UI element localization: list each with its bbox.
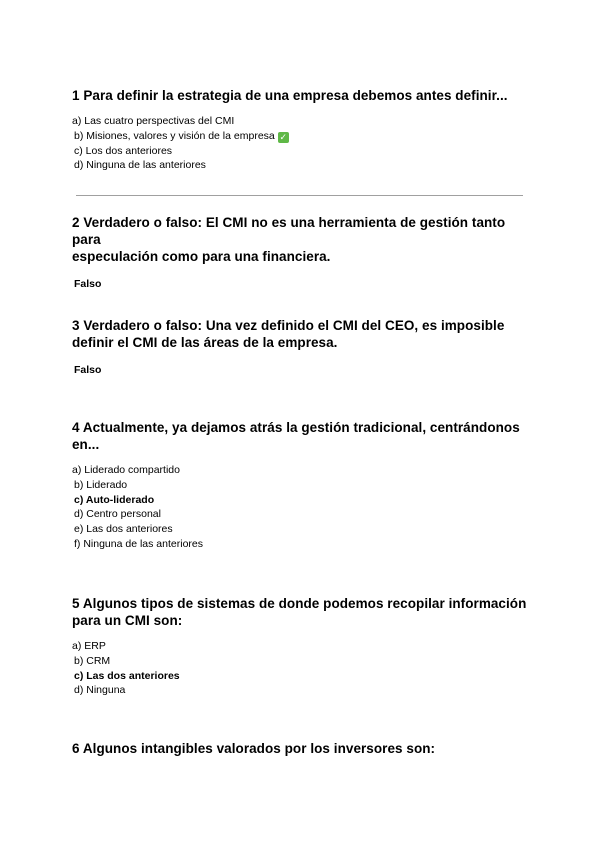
question-3-answer: Falso bbox=[74, 364, 102, 376]
question-1-options bbox=[72, 114, 532, 173]
question-2-title bbox=[72, 214, 532, 265]
question-5-title-line-1: 5 Algunos tipos de sistemas de donde podemos recopilar información bbox=[72, 596, 527, 611]
question-2 bbox=[72, 214, 532, 290]
question-4-options bbox=[72, 463, 532, 552]
question-1 bbox=[72, 87, 532, 173]
question-4-title-line-1: 4 Actualmente, ya dejamos atrás la gestión tradicional, centrándonos bbox=[72, 420, 520, 435]
check-mark-icon: ✓ bbox=[279, 131, 288, 142]
question-4-option-a: a) Liderado compartido bbox=[72, 464, 180, 476]
question-3-title-line-2: definir el CMI de las áreas de la empresa. bbox=[72, 335, 338, 350]
question-6 bbox=[72, 740, 532, 757]
question-1-title: 1 Para definir la estrategia de una empresa debemos antes definir... bbox=[72, 88, 508, 103]
question-4-title-line-2: en... bbox=[72, 437, 100, 452]
question-5-option-a: a) ERP bbox=[72, 640, 106, 652]
question-3-title-line-1: 3 Verdadero o falso: Una vez definido el CMI del CEO, es imposible bbox=[72, 318, 505, 333]
question-5 bbox=[72, 595, 532, 698]
question-6-title: 6 Algunos intangibles valorados por los inversores son: bbox=[72, 741, 436, 756]
question-1-option-d: d) Ninguna de las anteriores bbox=[74, 159, 206, 172]
question-1-option-b bbox=[72, 129, 532, 144]
question-2-title-line-1: 2 Verdadero o falso: El CMI no es una herramienta de gestión tanto para bbox=[72, 215, 506, 247]
question-1-option-b-label: b) Misiones, valores y visión de la empresa bbox=[74, 129, 275, 142]
question-5-title bbox=[72, 595, 532, 629]
question-5-option-d: d) Ninguna bbox=[74, 684, 126, 697]
question-4 bbox=[72, 419, 532, 552]
question-2-title-line-2: especulación como para una financiera. bbox=[72, 249, 331, 264]
question-4-option-e: e) Las dos anteriores bbox=[74, 523, 173, 536]
question-5-option-b: b) CRM bbox=[74, 654, 111, 667]
question-5-title-line-2: para un CMI son: bbox=[72, 613, 183, 628]
question-4-option-c: c) Auto-liderado bbox=[74, 493, 155, 506]
question-1-option-c: c) Los dos anteriores bbox=[74, 144, 173, 157]
question-5-options bbox=[72, 639, 532, 698]
question-4-option-d: d) Centro personal bbox=[74, 508, 161, 521]
question-1-option-a: a) Las cuatro perspectivas del CMI bbox=[72, 115, 235, 127]
question-3 bbox=[72, 317, 532, 376]
question-3-title bbox=[72, 317, 532, 351]
question-5-option-c: c) Las dos anteriores bbox=[74, 669, 180, 682]
question-4-option-f: f) Ninguna de las anteriores bbox=[74, 537, 203, 550]
question-2-answer: Falso bbox=[74, 278, 102, 290]
question-4-title bbox=[72, 419, 532, 453]
section-divider bbox=[76, 195, 523, 196]
question-4-option-b: b) Liderado bbox=[74, 478, 128, 491]
